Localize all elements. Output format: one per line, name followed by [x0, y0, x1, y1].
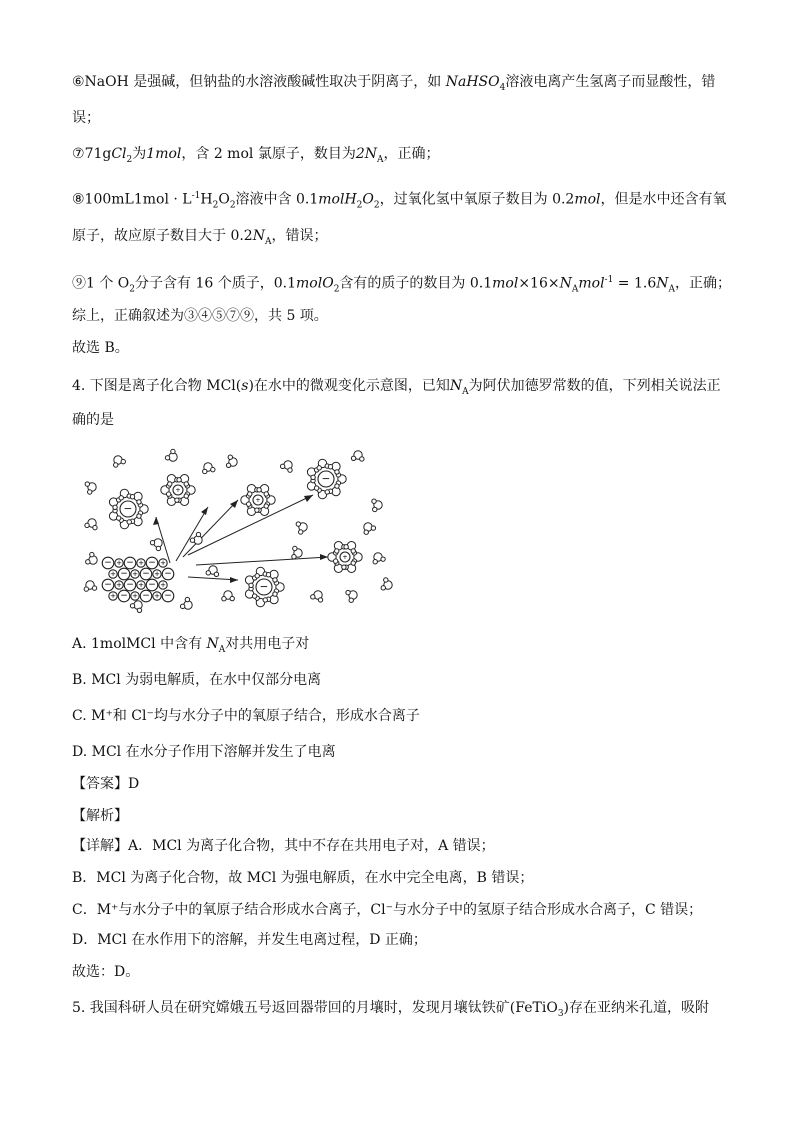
- formula: FeTiO: [515, 1000, 558, 1016]
- water-hydrogen: [127, 520, 131, 524]
- water-hydrogen: [325, 490, 329, 494]
- water-hydrogen: [93, 525, 97, 529]
- formula: O: [322, 275, 334, 292]
- text: ⑨1 个 O: [72, 275, 130, 292]
- water-hydrogen: [90, 552, 94, 556]
- text: 含有的质子的数目为 0.1: [339, 275, 493, 292]
- anion-symbol: −: [321, 473, 331, 485]
- water-hydrogen: [381, 557, 385, 561]
- water-hydrogen: [252, 594, 256, 598]
- text: ，但是水中还含有氧: [600, 191, 727, 208]
- water-hydrogen: [293, 546, 297, 550]
- water-hydrogen: [351, 549, 355, 553]
- analysis-label: 【解析】: [72, 808, 128, 824]
- lattice-sign: +: [116, 559, 122, 567]
- water-hydrogen: [318, 598, 322, 602]
- water-hydrogen: [299, 530, 303, 534]
- text: ，正确；: [383, 146, 440, 162]
- text: 溶液中含 0.1: [235, 191, 319, 208]
- lattice-sign: −: [120, 591, 128, 601]
- water-hydrogen: [255, 508, 259, 512]
- water-hydrogen: [351, 456, 355, 460]
- water-hydrogen: [137, 500, 141, 504]
- formula: Cl: [111, 146, 127, 162]
- text: 溶液电离产生氢离子而显酸性，错: [505, 74, 716, 90]
- water-hydrogen: [137, 514, 141, 518]
- water-hydrogen: [206, 571, 210, 575]
- detail-a: 【详解】A．MCl 为离子化合物，其中不存在共用电子对，A 错误；: [72, 838, 495, 854]
- water-hydrogen: [266, 573, 270, 577]
- lattice-sign: +: [154, 570, 160, 578]
- water-hydrogen: [263, 598, 267, 602]
- water-hydrogen: [292, 555, 296, 559]
- subscript: 2: [129, 284, 136, 295]
- water-hydrogen: [351, 561, 355, 565]
- formula: N: [206, 636, 219, 652]
- option-c: C. M⁺和 Cl⁻均与水分子中的氧原子结合，形成水合离子: [72, 708, 420, 724]
- water-hydrogen: [344, 545, 348, 549]
- formula: N: [449, 378, 463, 394]
- formula: mol: [578, 275, 605, 292]
- lattice-sign: +: [110, 592, 116, 600]
- water-hydrogen: [384, 578, 388, 582]
- anion-symbol: −: [259, 581, 269, 593]
- water-hydrogen: [314, 486, 318, 490]
- subscript: 4: [499, 82, 506, 93]
- cation-symbol: +: [175, 486, 181, 494]
- water-hydrogen: [311, 595, 315, 599]
- formula: N: [252, 228, 265, 244]
- subscript: A: [668, 284, 675, 295]
- lattice-sign: +: [138, 559, 144, 567]
- water-hydrogen: [373, 507, 377, 511]
- lattice-sign: +: [138, 581, 144, 589]
- text: A. 1molMCl 中含有: [72, 636, 207, 652]
- text: ，含 2 mol 氯原子，数目为: [181, 146, 356, 162]
- water-hydrogen: [342, 565, 346, 569]
- formula: 1mol: [146, 146, 182, 162]
- lattice-sign: +: [110, 570, 116, 578]
- subscript: 3: [557, 1008, 564, 1019]
- subscript: 2: [229, 200, 236, 211]
- text-line-7: [72, 144, 734, 170]
- water-hydrogen: [273, 592, 277, 596]
- cation-symbol: +: [255, 496, 261, 504]
- subscript: 2: [126, 154, 133, 165]
- water-hydrogen: [317, 466, 321, 470]
- water-hydrogen: [184, 494, 188, 498]
- subscript: A: [571, 284, 579, 295]
- water-hydrogen: [184, 482, 188, 486]
- text: )存在亚纳米孔道，吸附: [563, 1000, 710, 1016]
- detail-b: B．MCl 为离子化合物，故 MCl 为强电解质，在水中完全电离，B 错误；: [72, 870, 534, 886]
- text: 对共用电子对: [225, 636, 310, 652]
- water-hydrogen: [335, 484, 339, 488]
- subscript: A: [218, 644, 226, 655]
- subscript: 2: [356, 200, 363, 211]
- lattice-sign: +: [132, 592, 138, 600]
- text-line: 误；: [72, 110, 100, 126]
- text-line: [72, 226, 734, 252]
- water-hydrogen: [88, 490, 92, 494]
- water-hydrogen: [230, 596, 234, 600]
- text: ×16×: [518, 275, 560, 292]
- water-hydrogen: [249, 583, 253, 587]
- subscript: A: [462, 386, 469, 397]
- lattice-sign: −: [126, 580, 134, 590]
- text: ，正确；: [674, 275, 731, 292]
- lattice-sign: −: [142, 569, 150, 579]
- water-hydrogen: [177, 478, 181, 482]
- formula: O: [362, 191, 374, 208]
- diagram-arrows: [153, 495, 328, 583]
- lattice-sign: +: [154, 592, 160, 600]
- water-hydrogen: [288, 468, 292, 472]
- water-hydrogen: [84, 587, 88, 591]
- detail-d: D．MCl 在水作用下的溶解，并发生电离过程，D 正确；: [72, 932, 427, 948]
- lattice-sign: +: [116, 581, 122, 589]
- formula: N: [559, 275, 572, 292]
- water-hydrogen: [248, 492, 252, 496]
- water-hydrogen: [168, 482, 172, 486]
- text: O: [218, 191, 230, 208]
- subscript: 2: [333, 284, 340, 295]
- subscript: A: [264, 236, 272, 247]
- text: 71g: [84, 146, 112, 162]
- water-hydrogen: [228, 455, 232, 459]
- formula: mol: [296, 275, 323, 292]
- subscript: 2: [373, 200, 380, 211]
- water-hydrogen: [116, 516, 120, 520]
- water-hydrogen: [349, 598, 353, 602]
- option-b: B. MCl 为弱电解质，在水中仅部分电离: [72, 672, 322, 688]
- question-4-stem-cont: 确的是: [72, 412, 114, 428]
- text: 为: [132, 146, 147, 162]
- formula: mol: [318, 191, 345, 208]
- lattice-sign: −: [126, 558, 134, 568]
- water-hydrogen: [130, 604, 134, 608]
- water-hydrogen: [273, 578, 277, 582]
- text: ⑦: [72, 146, 85, 162]
- lattice-sign: −: [104, 580, 112, 590]
- subscript: A: [377, 154, 384, 165]
- water-hydrogen: [296, 522, 300, 526]
- choice-line: 故选 B。: [72, 340, 129, 356]
- question-5-stem: [72, 998, 734, 1024]
- formula: 2N: [355, 146, 377, 162]
- text-line-9: [72, 270, 734, 299]
- text: 4. 下图是离子化合物 MCl(: [72, 378, 242, 394]
- text: ⑧100mL1mol · L: [72, 191, 192, 208]
- formula: NaHSO: [445, 74, 500, 90]
- lattice-sign: −: [164, 591, 172, 601]
- text: 分子含有 16 个质子，0.1: [135, 275, 297, 292]
- lattice-sign: +: [160, 559, 166, 567]
- water-hydrogen: [264, 492, 268, 496]
- text: ⑥NaOH 是强碱，但钠盐的水溶液酸碱性取决于阴离子，如: [72, 74, 446, 90]
- water-hydrogen: [346, 590, 350, 594]
- lattice-sign: −: [164, 569, 172, 579]
- water-hydrogen: [166, 492, 170, 496]
- subscript: 2: [212, 200, 219, 211]
- water-hydrogen: [246, 502, 250, 506]
- crystal-lattice: [102, 557, 174, 602]
- text-line-6: [72, 72, 734, 98]
- water-hydrogen: [190, 538, 194, 542]
- water-hydrogen: [156, 546, 160, 550]
- formula: mol: [574, 191, 601, 208]
- water-hydrogen: [203, 469, 207, 473]
- water-hydrogen: [171, 449, 175, 453]
- text: 原子，故应原子数目大于 0.2: [72, 228, 253, 244]
- water-hydrogen: [180, 604, 184, 608]
- option-d: D. MCl 在水分子作用下溶解并发生了电离: [72, 744, 336, 760]
- ionic-dissolution-diagram: [78, 445, 408, 615]
- lattice-sign: −: [142, 591, 150, 601]
- water-hydrogen: [222, 597, 226, 601]
- water-hydrogen: [185, 597, 189, 601]
- lattice-sign: −: [148, 580, 156, 590]
- text: H: [200, 191, 213, 208]
- choice-line: 故选：D。: [72, 964, 140, 980]
- formula: H: [344, 191, 357, 208]
- water-hydrogen: [150, 540, 154, 544]
- water-hydrogen: [226, 463, 230, 467]
- water-hydrogen: [130, 495, 134, 499]
- water-hydrogen: [333, 559, 337, 563]
- water-hydrogen: [113, 505, 117, 509]
- water-hydrogen: [335, 470, 339, 474]
- water-hydrogen: [137, 608, 141, 612]
- water-hydrogen: [121, 459, 125, 463]
- text: ，过氧化氢中氧原子数目为 0.2: [379, 191, 575, 208]
- water-hydrogen: [311, 475, 315, 479]
- text: )在水中的微观变化示意图，已知: [248, 378, 450, 394]
- water-hydrogen: [328, 465, 332, 469]
- formula: mol: [492, 275, 519, 292]
- option-a: [72, 634, 734, 660]
- detail-c: C．M⁺与水分子中的氧原子结合形成水合离子，Cl⁻与水分子中的氢原子结合形成水合离子，C 错误；: [72, 902, 703, 918]
- water-hydrogen: [92, 586, 96, 590]
- water-hydrogen: [86, 560, 90, 564]
- water-hydrogen: [214, 572, 218, 576]
- water-hydrogen: [335, 549, 339, 553]
- water-hydrogen: [371, 526, 375, 530]
- anion-symbol: −: [123, 503, 133, 515]
- cation-symbol: +: [342, 553, 348, 561]
- lattice-sign: +: [160, 581, 166, 589]
- text: 5. 我国科研人员在研究嫦娥五号返回器带回的月壤时，发现月壤钛铁矿(: [72, 1000, 516, 1016]
- water-hydrogen: [165, 456, 169, 460]
- water-hydrogen: [257, 488, 261, 492]
- water-hydrogen: [85, 482, 89, 486]
- lattice-sign: −: [148, 558, 156, 568]
- question-4-stem: [72, 376, 734, 402]
- formula: N: [656, 275, 669, 292]
- water-hydrogen: [211, 467, 215, 471]
- water-hydrogen: [280, 464, 284, 468]
- text: = 1.6: [613, 275, 657, 292]
- water-hydrogen: [114, 463, 118, 467]
- water-hydrogen: [85, 523, 89, 527]
- water-hydrogen: [119, 496, 123, 500]
- superscript: -1: [604, 275, 614, 285]
- text: ，错误；: [271, 228, 328, 244]
- formula: s: [241, 378, 249, 394]
- water-hydrogen: [364, 530, 368, 534]
- answer-label: 【答案】D: [72, 776, 140, 792]
- water-hydrogen: [196, 532, 200, 536]
- lattice-sign: +: [132, 570, 138, 578]
- lattice-sign: −: [104, 558, 112, 568]
- water-hydrogen: [360, 457, 364, 461]
- summary-line: 综上，正确叙述为③④⑤⑦⑨，共 5 项。: [72, 308, 328, 324]
- water-hydrogen: [264, 504, 268, 508]
- text-line-8: [72, 186, 734, 215]
- water-hydrogen: [373, 560, 377, 564]
- water-hydrogen: [372, 499, 376, 503]
- water-hydrogen: [381, 586, 385, 590]
- text: 为阿伏加德罗常数的值，下列相关说法正: [468, 378, 721, 394]
- water-hydrogen: [255, 574, 259, 578]
- lattice-sign: −: [120, 569, 128, 579]
- water-hydrogen: [175, 498, 179, 502]
- superscript: -1: [191, 191, 201, 201]
